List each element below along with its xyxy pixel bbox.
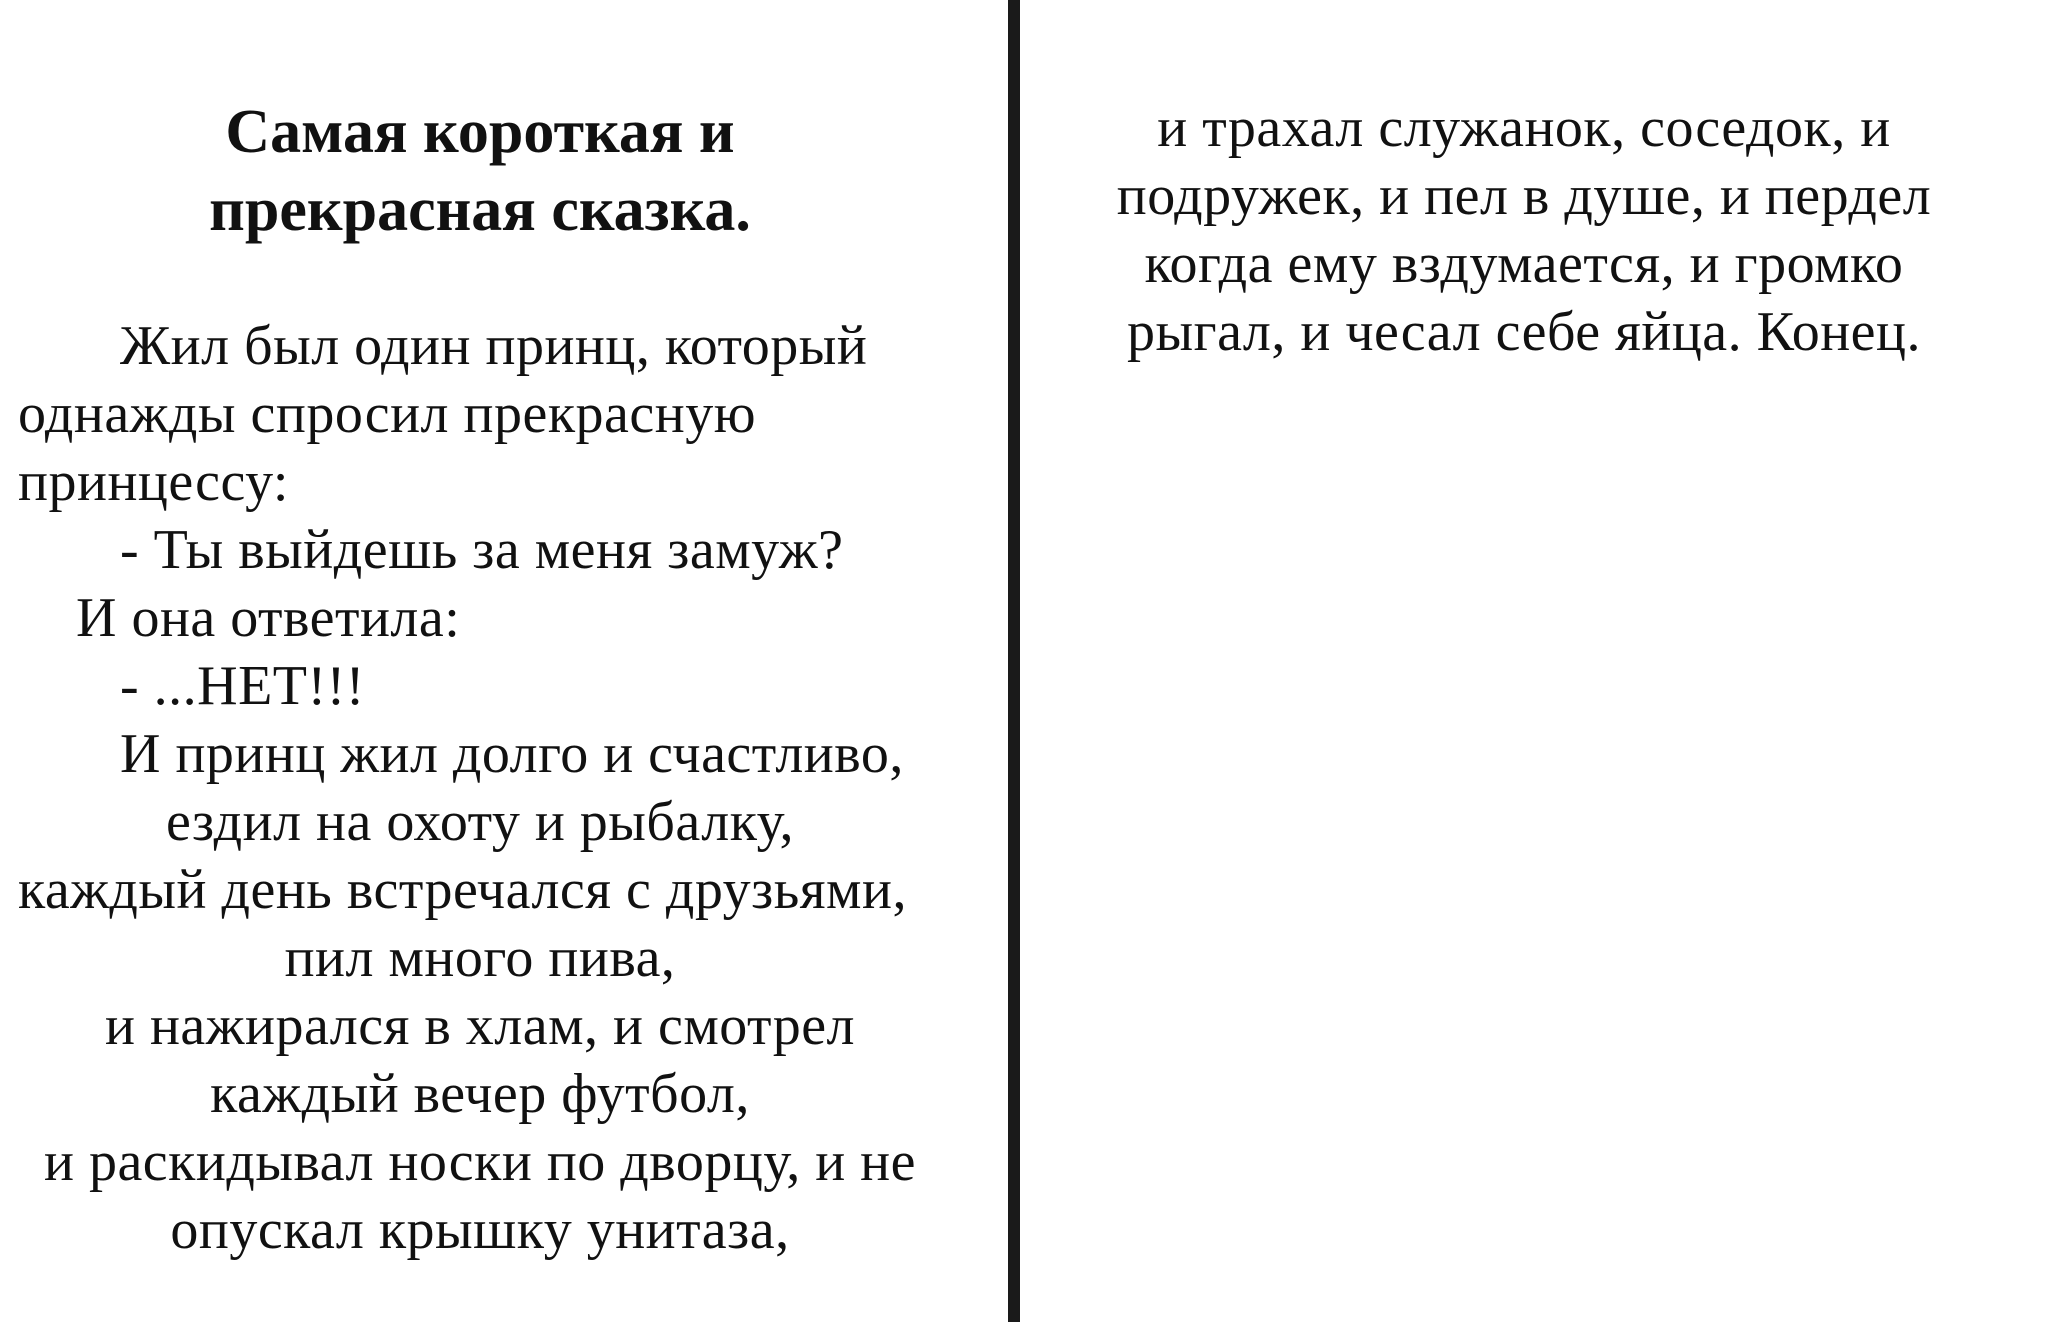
story-line: рыгал, и чесал себе яйца. Конец. bbox=[1126, 301, 1921, 363]
story-line: И она ответила: bbox=[76, 587, 461, 649]
story-line: принцессу: bbox=[18, 451, 289, 513]
story-line: - ...НЕТ!!! bbox=[120, 655, 365, 717]
story-line: И принц жил долго и счастливо, bbox=[120, 723, 904, 785]
story-title-line-1: Самая короткая и bbox=[225, 98, 735, 166]
page-divider bbox=[1008, 0, 1020, 1322]
story-line: и раскидывал носки по дворцу, и не bbox=[43, 1131, 917, 1193]
story-line: каждый вечер футбол, bbox=[210, 1063, 750, 1125]
story-line: ездил на охоту и рыбалку, bbox=[165, 791, 795, 853]
story-line: пил много пива, bbox=[284, 927, 676, 989]
story-line: и нажирался в хлам, и смотрел bbox=[104, 995, 856, 1057]
story-line: - Ты выйдешь за меня замуж? bbox=[120, 519, 844, 581]
story-line: и трахал служанок, соседок, и bbox=[1157, 97, 1891, 159]
right-page bbox=[1024, 0, 2048, 1322]
story-line: Жил был один принц, который bbox=[120, 315, 868, 377]
story-line: подружек, и пел в душе, и пердел bbox=[1116, 165, 1932, 227]
story-title-line-2: прекрасная сказка. bbox=[209, 176, 751, 244]
story-line: когда ему вздумается, и громко bbox=[1144, 233, 1904, 295]
story-line: опускал крышку унитаза, bbox=[170, 1199, 790, 1261]
left-page bbox=[0, 0, 1008, 1322]
story-line: однажды спросил прекрасную bbox=[18, 383, 757, 445]
story-line: каждый день встречался с друзьями, bbox=[18, 859, 907, 921]
